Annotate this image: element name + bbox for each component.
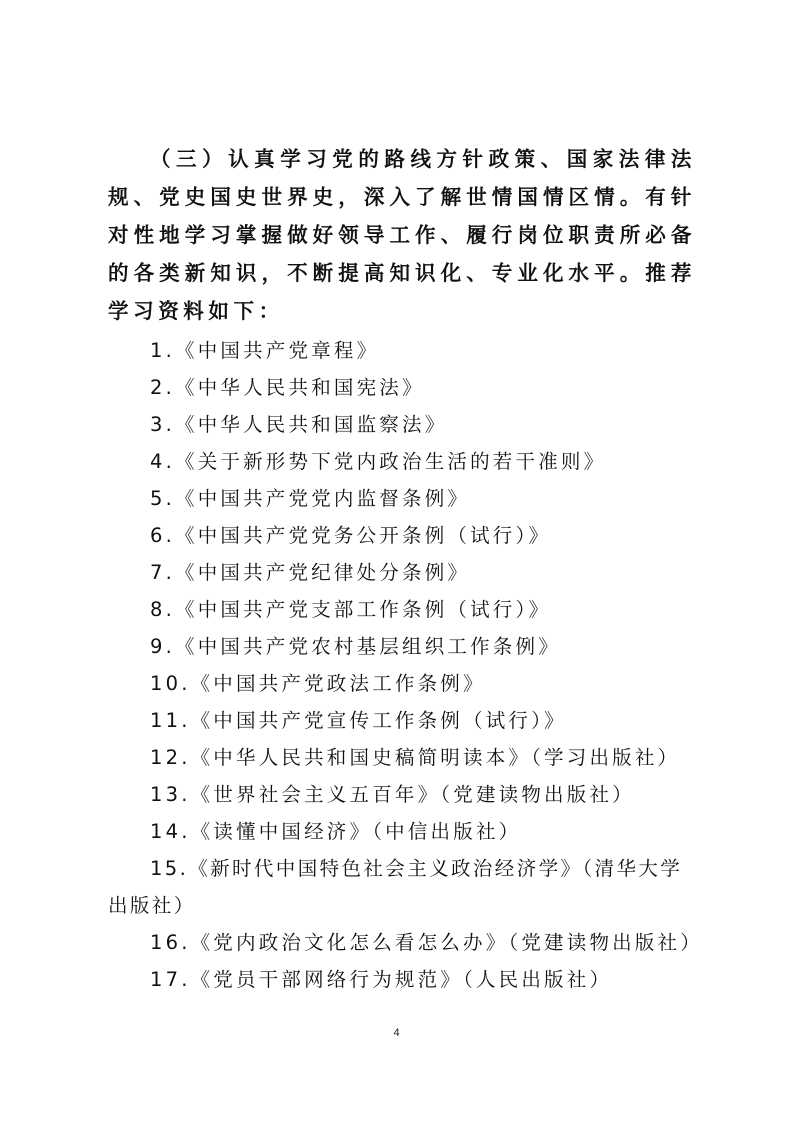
section-heading: （三）认真学习党的路线方针政策、国家法律法规、党史国史世界史，深入了解世情国情区情。有针对性地学习掌握做好领导工作、履行岗位职责所必备的各类新知识，不断提高知识化、专业化水平。推荐学习资料如下：: [108, 147, 696, 323]
list-item: 8.《中国共产党支部工作条例（试行）》: [150, 598, 552, 621]
page-number: 4: [393, 1027, 400, 1039]
list-item: 12.《中华人民共和国史稿简明读本》（学习出版社）: [150, 746, 681, 769]
list-item: 4.《关于新形势下党内政治生活的若干准则》: [150, 450, 607, 473]
list-item: 2.《中华人民共和国宪法》: [150, 376, 425, 399]
list-item: 3.《中华人民共和国监察法》: [150, 413, 448, 436]
list-item: 5.《中国共产党党内监督条例》: [150, 487, 471, 510]
list-item: 15.《新时代中国特色社会主义政治经济学》（清华大学出版社）: [108, 857, 683, 917]
list-item: 16.《党内政治文化怎么看怎么办》（党建读物出版社）: [150, 931, 703, 954]
list-item: 14.《读懂中国经济》（中信出版社）: [150, 820, 522, 843]
list-item: 17.《党员干部网络行为规范》（人民出版社）: [150, 968, 613, 991]
list-item: 11.《中国共产党宣传工作条例（试行）》: [150, 709, 567, 732]
document-body: [108, 140, 703, 998]
list-item: 9.《中国共产党农村基层组织工作条例》: [150, 635, 561, 658]
list-item: 13.《世界社会主义五百年》（党建读物出版社）: [150, 783, 635, 806]
list-item: 10.《中国共产党政法工作条例》: [150, 672, 486, 695]
list-item: 6.《中国共产党党务公开条例（试行）》: [150, 524, 552, 547]
list-item: 7.《中国共产党纪律处分条例》: [150, 561, 471, 584]
list-item: 1.《中国共产党章程》: [150, 339, 380, 362]
